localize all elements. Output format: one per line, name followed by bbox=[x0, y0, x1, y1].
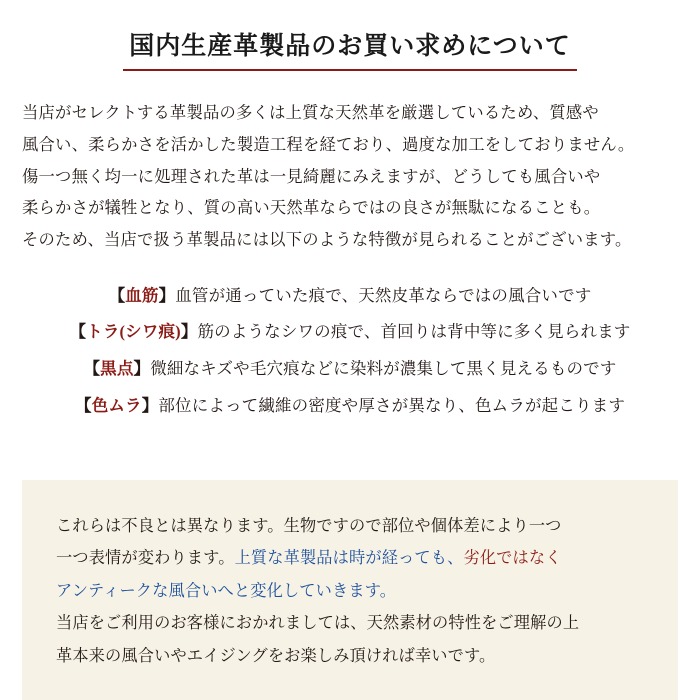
feature-item-kokuten bbox=[0, 351, 700, 388]
note-line-5 bbox=[56, 640, 644, 672]
intro-paragraph bbox=[22, 97, 678, 256]
note-text bbox=[22, 480, 678, 672]
bracket-close: 】 bbox=[133, 359, 151, 379]
note-line-3 bbox=[56, 575, 644, 607]
note-emphasis-blue-2: アンティークな風合いへと変化していきます。 bbox=[56, 581, 397, 600]
note-line-1-text: これらは不良とは異なります。生物ですので部位や個体差により一つ bbox=[56, 517, 562, 535]
feature-text: 血管が通っていた痕で、天然皮革ならではの風合いです bbox=[175, 285, 592, 305]
feature-tag: 血筋 bbox=[125, 285, 159, 305]
note-line-4 bbox=[56, 607, 644, 639]
feature-text: 筋のようなシワの痕で、首回りは背中等に多く見られます bbox=[197, 322, 631, 342]
bracket-close: 】 bbox=[180, 322, 198, 342]
intro-line-5: そのため、当店で扱う革製品には以下のような特徴が見られることがございます。 bbox=[22, 230, 632, 250]
feature-list bbox=[0, 278, 700, 425]
bracket-open: 【 bbox=[108, 285, 126, 305]
feature-item-tora bbox=[0, 314, 700, 351]
feature-tag: 色ムラ bbox=[91, 395, 142, 415]
note-line-1 bbox=[56, 510, 644, 542]
intro-line-1: 当店がセレクトする革製品の多くは上質な天然革を厳選しているため、質感や bbox=[22, 103, 599, 122]
intro-line-3: 傷一つ無く均一に処理された革は一見綺麗にみえますが、どうしても風合いや bbox=[22, 166, 601, 186]
bracket-open: 【 bbox=[83, 359, 101, 379]
feature-text: 微細なキズや毛穴痕などに染料が濃集して黒く見えるものです bbox=[150, 359, 617, 379]
note-line-4-text: 当店をご利用のお客様におかれましては、天然素材の特性をご理解の上 bbox=[56, 614, 580, 633]
feature-tag: 黒点 bbox=[100, 359, 134, 379]
bracket-open: 【 bbox=[69, 322, 87, 342]
feature-item-chisuji bbox=[0, 278, 700, 315]
note-line-2-text-a: 一つ表情が変わります。 bbox=[56, 549, 235, 568]
intro-line-2: 風合い、柔らかさを活かした製造工程を経ており、過度な加工をしておりません。 bbox=[22, 134, 635, 154]
bracket-close: 】 bbox=[141, 395, 159, 415]
note-line-2 bbox=[56, 542, 644, 574]
note-emphasis-blue: 上質な革製品は時が経っても、 bbox=[234, 549, 464, 568]
title-block bbox=[0, 0, 700, 71]
bracket-open: 【 bbox=[75, 395, 92, 415]
intro-line-4: 柔らかさが犠牲となり、質の高い天然革ならではの良さが無駄になることも。 bbox=[22, 198, 601, 218]
page-title: 国内生産革製品のお買い求めについて bbox=[123, 26, 577, 71]
feature-item-iromura bbox=[0, 388, 700, 425]
bracket-close: 】 bbox=[158, 285, 176, 305]
feature-text: 部位によって繊維の密度や厚さが異なり、色ムラが起こります bbox=[158, 395, 625, 415]
note-emphasis-red: 劣化ではなく bbox=[463, 549, 562, 568]
note-line-5-text: 革本来の風合いやエイジングをお楽しみ頂ければ幸いです。 bbox=[56, 646, 496, 665]
feature-tag: トラ(シワ痕) bbox=[86, 322, 181, 342]
note-box bbox=[22, 480, 678, 700]
